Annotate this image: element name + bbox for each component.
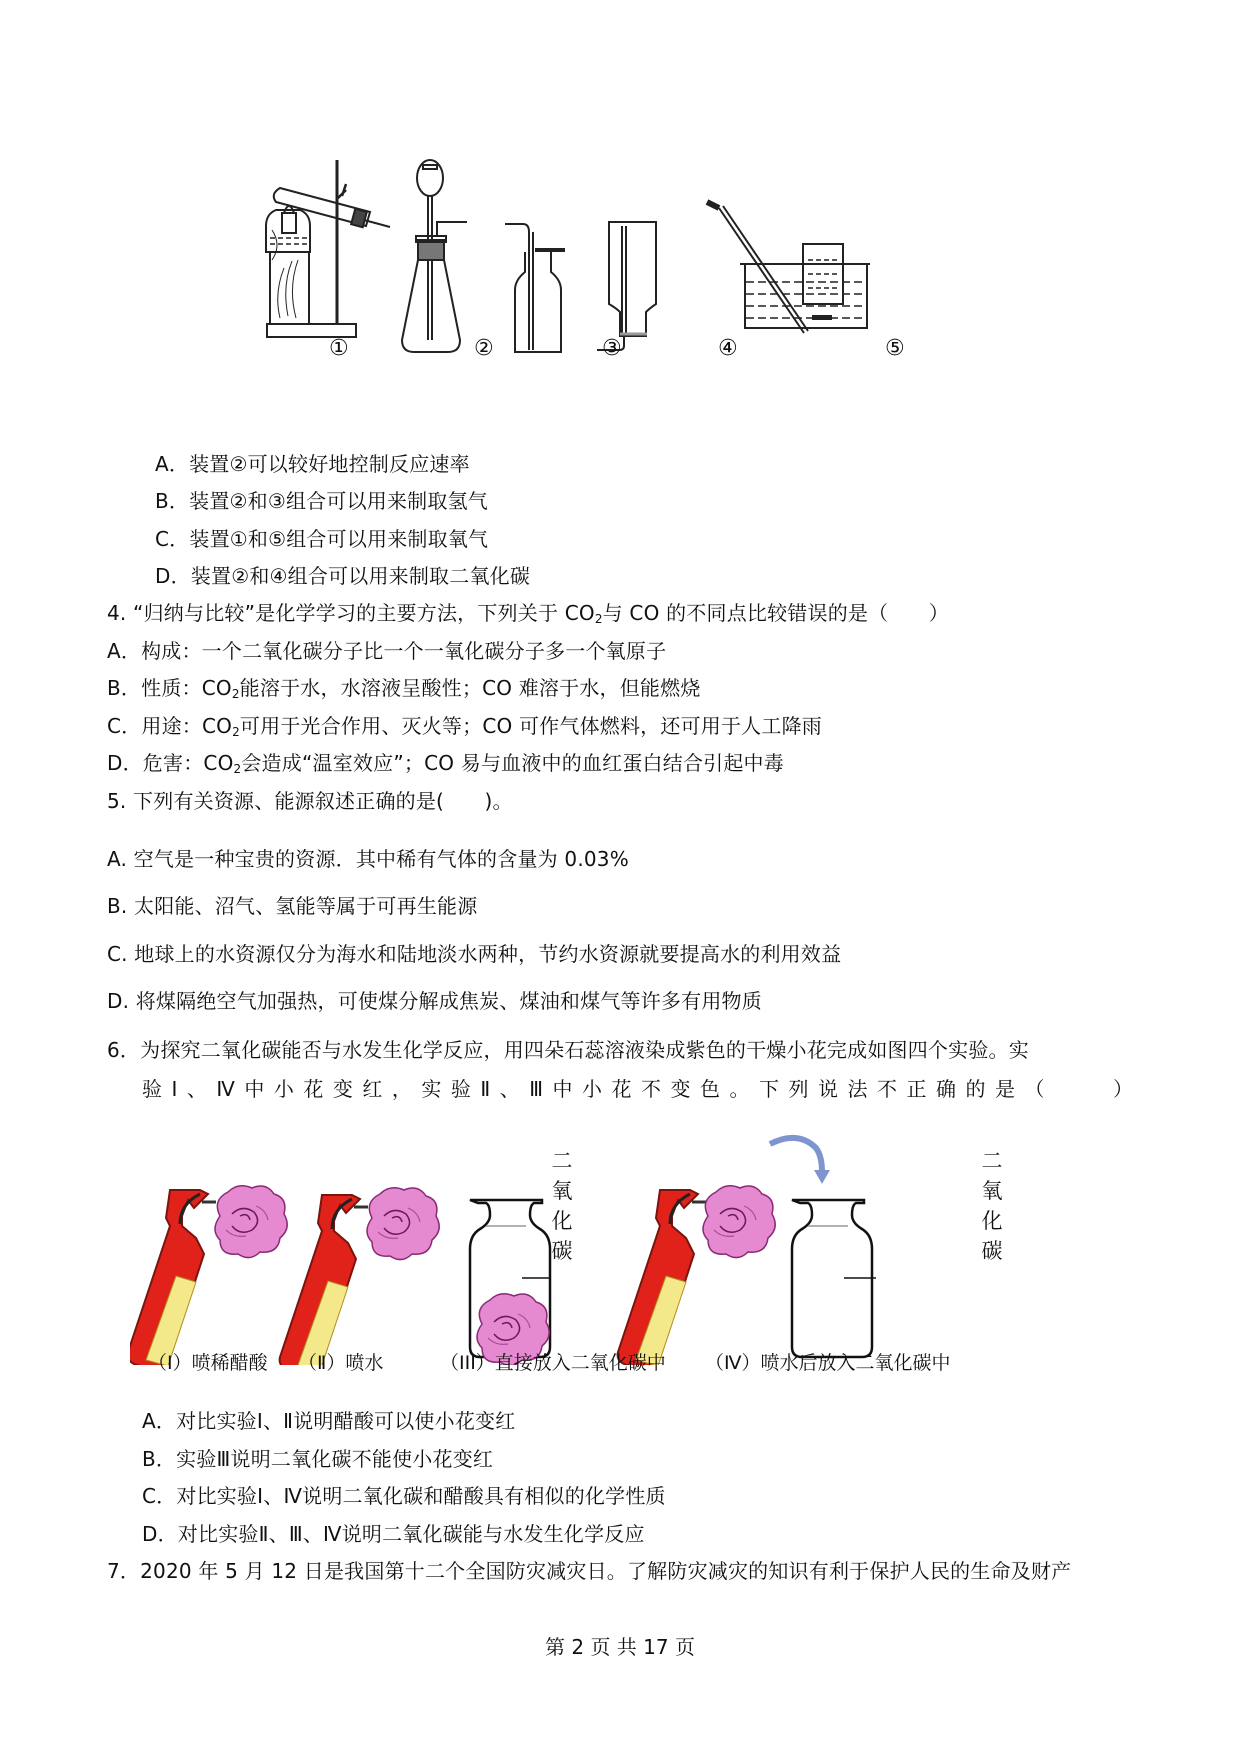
apparatus-2-flask xyxy=(402,160,467,352)
q4-stem: 4. “归纳与比较”是化学学习的主要方法，下列关于 $CO_2$与 CO 的不同点比较错误的是（ ） xyxy=(107,601,949,626)
apparatus-4-inverted-bottle xyxy=(597,222,656,350)
q6-stem-line1: 6．为探究二氧化碳能否与水发生化学反应，用四朵石蕊溶液染成紫色的干燥小花完成如图四个实验。实 xyxy=(107,1038,1029,1062)
q7-stem-line1: 7．2020 年 5 月 12 日是我国第十二个全国防灾减灾日。了解防灾减灾的知识有利于保护人民的生命及财产 xyxy=(107,1559,1072,1583)
q3-option-c: C．装置①和⑤组合可以用来制取氧气 xyxy=(155,527,489,551)
q5-stem: 5. 下列有关资源、能源叙述正确的是( )。 xyxy=(107,789,513,813)
q4-option-c: C．用途：$CO_2$可用于光合作用、灭火等；CO 可作气体燃料，还可用于人工降雨 xyxy=(107,714,822,739)
jar-label-co2-4: 二 氧 化 碳 xyxy=(981,1149,1003,1263)
experiment-3-co2-jar xyxy=(470,1200,550,1365)
q5-option-d: D. 将煤隔绝空气加强热，可使煤分解成焦炭、煤油和煤气等许多有用物质 xyxy=(107,989,762,1013)
q6-stem-line2: 验Ⅰ、Ⅳ中小花变红，实验Ⅱ、Ⅲ中小花不变色。下列说法不正确的是（ ） xyxy=(142,1077,1143,1101)
apparatus-label-5: ⑤ xyxy=(885,336,905,361)
apparatus-label-3: ③ xyxy=(602,336,622,361)
curved-arrow-icon xyxy=(770,1138,822,1172)
experiment-2-spray-water xyxy=(280,1188,440,1365)
q5-option-c: C. 地球上的水资源仅分为海水和陆地淡水两种，节约水资源就要提高水的利用效益 xyxy=(107,942,842,966)
experiment-4-spray-then-co2 xyxy=(618,1138,876,1365)
q4-option-d: D．危害：$CO_2$会造成“温室效应”；CO 易与血液中的血红蛋白结合引起中毒 xyxy=(107,751,784,776)
experiment-caption-4: （Ⅳ）喷水后放入二氧化碳中 xyxy=(705,1352,951,1374)
apparatus-5-water-trough xyxy=(707,202,870,333)
q5-option-a: A. 空气是一种宝贵的资源．其中稀有气体的含量为 0.03% xyxy=(107,847,629,871)
apparatus-1-iron-stand xyxy=(266,160,390,337)
apparatus-label-2: ② xyxy=(474,336,494,361)
flower-experiment-figure xyxy=(130,1130,1020,1365)
q3-option-b: B．装置②和③组合可以用来制取氢气 xyxy=(155,489,488,513)
page-number: 第 2 页 共 17 页 xyxy=(545,1635,695,1659)
apparatus-label-4: ④ xyxy=(718,336,738,361)
q4-option-b: B．性质：$CO_2$能溶于水，水溶液呈酸性；CO 难溶于水，但能燃烧 xyxy=(107,676,701,701)
q6-option-a: A．对比实验Ⅰ、Ⅱ说明醋酸可以使小花变红 xyxy=(142,1409,516,1433)
experiment-caption-3: （III）直接放入二氧化碳中 xyxy=(440,1352,666,1374)
apparatus-label-1: ① xyxy=(329,336,349,361)
q5-option-b: B. 太阳能、沼气、氢能等属于可再生能源 xyxy=(107,894,478,918)
q6-option-c: C．对比实验Ⅰ、Ⅳ说明二氧化碳和醋酸具有相似的化学性质 xyxy=(142,1484,666,1508)
experiment-caption-2: （Ⅱ）喷水 xyxy=(298,1352,384,1374)
q6-option-d: D．对比实验Ⅱ、Ⅲ、Ⅳ说明二氧化碳能与水发生化学反应 xyxy=(142,1522,645,1546)
apparatus-3-gas-bottle xyxy=(505,224,565,352)
q3-option-a: A．装置②可以较好地控制反应速率 xyxy=(155,452,470,476)
q6-option-b: B．实验Ⅲ说明二氧化碳不能使小花变红 xyxy=(142,1447,494,1471)
q3-option-d: D．装置②和④组合可以用来制取二氧化碳 xyxy=(155,564,531,588)
experiment-1-spray-acid xyxy=(130,1186,287,1365)
experiment-caption-1: （I）喷稀醋酸 xyxy=(148,1352,268,1374)
q4-option-a: A．构成：一个二氧化碳分子比一个一氧化碳分子多一个氧原子 xyxy=(107,639,667,663)
jar-label-co2-3: 二 氧 化 碳 xyxy=(551,1149,573,1263)
